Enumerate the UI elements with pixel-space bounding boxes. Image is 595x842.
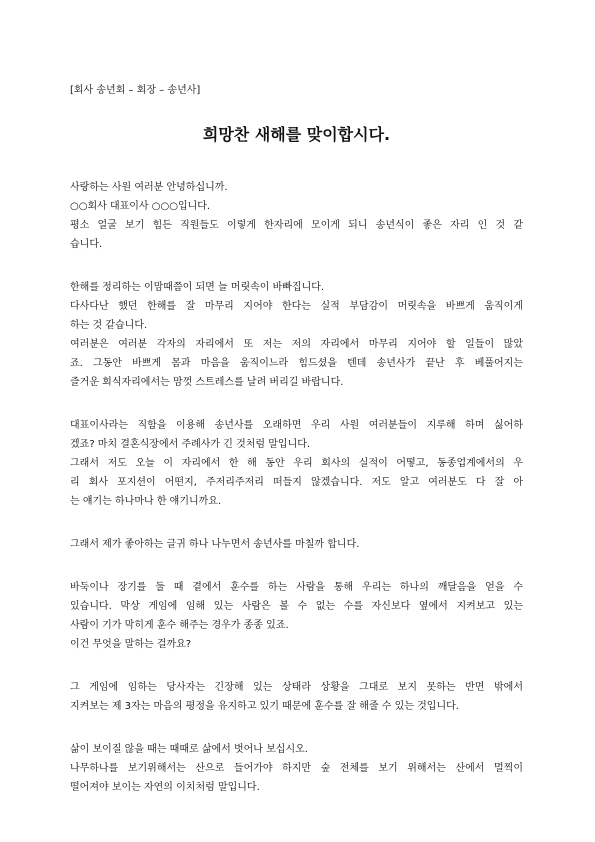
text-line: 겠죠? 마치 결혼식장에서 주례사가 긴 것처럼 말입니다.: [70, 439, 311, 450]
text-line: 바둑이나 장기를 둘 때 곁에서 훈수를 하는 사람을 통해 우리는 하나의 깨달음을 얻을 수: [70, 582, 523, 593]
text-line: 이건 무엇을 말하는 걸까요?: [70, 639, 192, 650]
paragraph-short-speech: [70, 416, 523, 511]
text-line: 그 게임에 임하는 당사자는 긴장해 있는 상태라 상황을 그대로 보지 못하는 반면 밖에서: [70, 682, 523, 693]
text-line: 리 회사 포지션이 어떤지, 주저리주저리 떠들지 않겠습니다. 저도 알고 여러분도 다 잘 아: [70, 477, 523, 488]
paragraph-third-party: [70, 678, 523, 716]
paragraph-greeting: [70, 178, 523, 254]
text-line: 죠. 그동안 바쁘게 몸과 마음을 움직이느라 힘드셨을 텐데 송년사가 끝난 후 베풀어지는: [70, 358, 523, 369]
text-line: 떨어져야 보이는 자연의 이치처럼 말입니다.: [70, 782, 260, 793]
text-line: 있습니다. 막상 게임에 임해 있는 사람은 볼 수 없는 수를 자신보다 옆에서 지켜보고 있는: [70, 601, 523, 612]
text-line: 삶이 보이질 않을 때는 때때로 삶에서 벗어나 보십시오.: [70, 744, 308, 755]
text-line: 지켜보는 제 3자는 마음의 평정을 유지하고 있기 때문에 훈수를 잘 해줄 수 있는 것입니다.: [70, 701, 459, 712]
text-line: ○○회사 대표이사 ○○○입니다.: [70, 201, 211, 212]
text-line: 그래서 저도 오늘 이 자리에서 한 해 동안 우리 회사의 실적이 어떻고, 동종업계에서의 우: [70, 458, 523, 469]
text-line: 는 얘기는 하나마나 한 얘기니까요.: [70, 496, 222, 507]
text-line: 그래서 제가 좋아하는 글귀 하나 나누면서 송년사를 마칠까 합니다.: [70, 539, 360, 550]
text-line: 하는 것 같습니다.: [70, 320, 148, 331]
paragraph-baduk: [70, 578, 523, 654]
text-line: 습니다.: [70, 239, 103, 250]
document-title: 희망찬 새해를 맞이합시다.: [202, 125, 391, 144]
text-line: 여러분은 여러분 각자의 자리에서 또 저는 저의 자리에서 마무리 지어야 할 일들이 많았: [70, 339, 523, 350]
paragraph-year-end: [70, 278, 523, 392]
text-line: 대표이사라는 직함을 이용해 송년사를 오래하면 우리 사원 여러분들이 지루해 하며 싫어하: [70, 420, 523, 431]
paragraph-quote-intro: [70, 535, 523, 554]
paragraph-closing: [70, 740, 523, 797]
text-line: 사랑하는 사원 여러분 안녕하십니까.: [70, 182, 228, 193]
document-header: [회사 송년회 – 회장 – 송년사]: [70, 85, 201, 96]
text-line: 즐거운 회식자리에서는 맘껏 스트레스를 날려 버리길 바랍니다.: [70, 377, 344, 388]
text-line: 한해를 정리하는 이맘때쯤이 되면 늘 머릿속이 바빠집니다.: [70, 282, 325, 293]
document-body: [70, 178, 523, 821]
text-line: 다사다난 했던 한해를 잘 마무리 지어야 한다는 실적 부담감이 머릿속을 바쁘게 움직이게: [70, 301, 523, 312]
text-line: 평소 얼굴 보기 힘든 직원들도 이렇게 한자리에 모이게 되니 송년식이 좋은 자리 인 것 같: [70, 220, 523, 231]
text-line: 사람이 기가 막히게 훈수 해주는 경우가 종종 있죠.: [70, 620, 289, 631]
text-line: 나무하나를 보기위해서는 산으로 들어가야 하지만 숲 전체를 보기 위해서는 산에서 멀찍이: [70, 763, 523, 774]
